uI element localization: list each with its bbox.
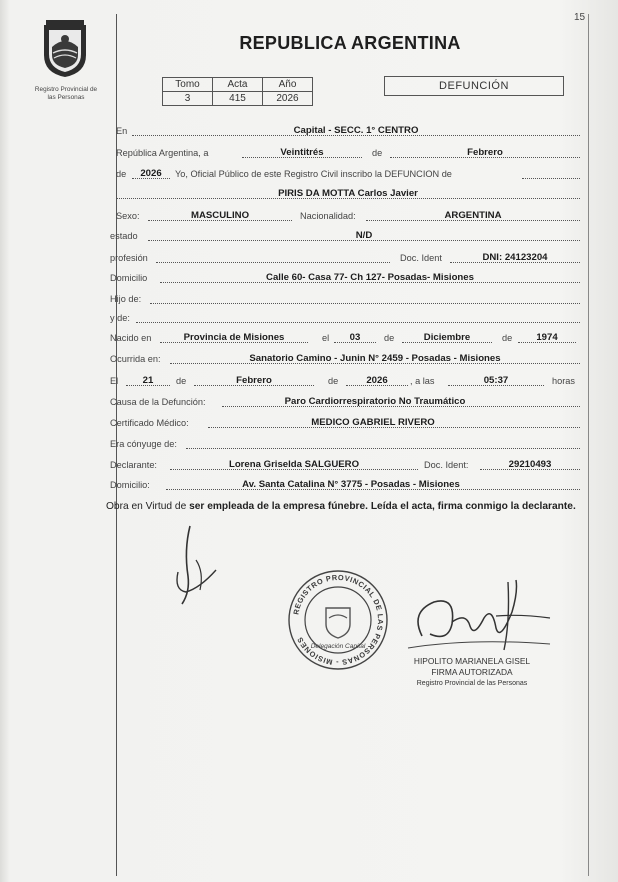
label-profesion: profesión xyxy=(110,253,148,263)
officer-text: Yo, Oficial Público de este Registro Civil inscribo la DEFUNCION de xyxy=(175,169,452,179)
label-domicilio: Domicilio xyxy=(110,273,148,283)
stamp-ring-text: REGISTRO PROVINCIAL DE LAS PERSONAS - MISIONES xyxy=(291,572,386,668)
label-el: el xyxy=(322,333,330,343)
label-sexo: Sexo: xyxy=(116,211,140,221)
signer-block xyxy=(408,656,536,689)
label-doc-ident: Doc. Ident xyxy=(400,253,442,263)
label-nacionalidad: Nacionalidad: xyxy=(300,211,356,221)
label-horas: horas xyxy=(552,376,575,386)
row-en xyxy=(110,124,580,138)
value-doc-ident2: 29210493 xyxy=(508,459,552,470)
header-acta: Acta xyxy=(213,78,263,92)
value-death-month: Febrero xyxy=(236,375,272,386)
value-deceased-name: PIRIS DA MOTTA Carlos Javier xyxy=(278,188,418,199)
value-year: 2026 xyxy=(140,168,162,179)
value-certificado: MEDICO GABRIEL RIVERO xyxy=(311,417,435,428)
signer-org: Registro Provincial de las Personas xyxy=(416,680,528,687)
dots-conyuge xyxy=(186,437,580,449)
row-republica xyxy=(110,146,580,160)
right-margin-line xyxy=(588,14,589,876)
label-domicilio2: Domicilio: xyxy=(110,480,150,490)
value-nacido: Provincia de Misiones xyxy=(183,332,285,343)
value-death-time: 05:37 xyxy=(483,375,509,386)
registry-label xyxy=(18,86,114,102)
row-officer xyxy=(110,167,580,181)
value-birth-year: 1974 xyxy=(536,332,558,343)
label-de2: de xyxy=(116,169,127,179)
registration-value-row xyxy=(163,92,313,106)
header-tomo: Tomo xyxy=(163,78,213,92)
row-domicilio2 xyxy=(110,478,580,492)
dots-yde xyxy=(136,311,580,323)
document-title: REPUBLICA ARGENTINA xyxy=(239,33,461,53)
signer-role: FIRMA AUTORIZADA xyxy=(431,667,513,677)
dots-profesion xyxy=(156,251,390,263)
row-death-date xyxy=(110,374,580,388)
row-declarante xyxy=(110,458,580,472)
value-nacionalidad: ARGENTINA xyxy=(444,210,502,221)
value-death-day: 21 xyxy=(142,375,154,386)
value-declarante: Lorena Griselda SALGUERO xyxy=(228,459,360,470)
act-type-box: DEFUNCIÓN xyxy=(384,76,564,96)
header-ano: Año xyxy=(263,78,313,92)
label-en: En xyxy=(116,126,128,136)
obra-paragraph xyxy=(106,500,586,514)
value-ano: 2026 xyxy=(263,92,313,106)
label-alas: , a las xyxy=(410,376,435,386)
row-ocurrida xyxy=(110,352,580,366)
label-certificado: Certificado Médico: xyxy=(110,418,189,428)
row-profesion xyxy=(110,251,580,265)
registry-round-stamp xyxy=(286,568,390,672)
label-de4: de xyxy=(502,333,513,343)
row-hijo xyxy=(110,292,580,306)
value-domicilio: Calle 60- Casa 77- Ch 127- Posadas- Misiones xyxy=(266,272,474,283)
label-el2: El xyxy=(110,376,119,386)
value-en: Capital - SECC. 1° CENTRO xyxy=(293,125,419,136)
value-month: Febrero xyxy=(467,147,503,158)
label-de5: de xyxy=(176,376,187,386)
value-estado: N/D xyxy=(355,230,373,241)
label-estado: estado xyxy=(110,231,138,241)
registry-label-line1: Registro Provincial de xyxy=(34,86,98,93)
row-sexo xyxy=(110,209,580,223)
row-domicilio xyxy=(110,271,580,285)
label-declarante: Declarante: xyxy=(110,460,157,470)
dots-hijo xyxy=(150,292,580,304)
signer-name: HIPOLITO MARIANELA GISEL xyxy=(413,656,531,666)
registration-table xyxy=(162,77,313,106)
misiones-coat-of-arms-logo xyxy=(38,17,92,79)
row-causa xyxy=(110,395,580,409)
label-hijo: Hijo de: xyxy=(110,294,142,304)
value-birth-day: 03 xyxy=(349,332,361,343)
value-tomo: 3 xyxy=(163,92,213,106)
value-sexo: MASCULINO xyxy=(190,210,250,221)
label-republica: República Argentina, a xyxy=(116,148,209,158)
label-causa: Causa de la Defunción: xyxy=(110,397,206,407)
obra-prefix: Obra en Virtud de xyxy=(106,501,187,512)
stamp-center-text: Delegación Capital xyxy=(310,643,366,650)
row-deceased-name xyxy=(110,187,580,201)
page-number: 15 xyxy=(574,12,586,23)
obra-body: ser empleada de la empresa fúnebre. Leída el acta, firma conmigo la declarante. xyxy=(189,501,576,512)
label-nacido: Nacido en xyxy=(110,333,152,343)
label-conyuge: Era cónyuge de: xyxy=(110,439,177,449)
row-estado xyxy=(110,229,580,243)
label-de6: de xyxy=(328,376,339,386)
row-nacido xyxy=(110,331,580,345)
value-doc-ident: DNI: 24123204 xyxy=(482,252,548,263)
value-death-year: 2026 xyxy=(366,375,388,386)
official-signature xyxy=(400,572,560,662)
row-conyuge xyxy=(110,437,580,451)
registration-header-row xyxy=(163,78,313,92)
registry-label-line2: las Personas xyxy=(47,94,85,101)
value-acta: 415 xyxy=(213,92,263,106)
value-domicilio2: Av. Santa Catalina N° 3775 - Posadas - Misiones xyxy=(242,479,460,490)
declarant-signature xyxy=(160,520,230,610)
value-birth-month: Diciembre xyxy=(423,332,471,343)
dots-officer-end xyxy=(522,167,580,179)
label-de: de xyxy=(372,148,383,158)
row-certificado xyxy=(110,416,580,430)
label-yde: y de: xyxy=(110,313,130,323)
row-yde xyxy=(110,311,580,325)
value-ocurrida: Sanatorio Camino - Junin N° 2459 - Posadas - Misiones xyxy=(249,353,501,364)
value-day: Veintitrés xyxy=(280,147,324,158)
label-de3: de xyxy=(384,333,395,343)
label-ocurrida: Ocurrida en: xyxy=(110,354,161,364)
value-causa: Paro Cardiorrespiratorio No Traumático xyxy=(284,396,466,407)
label-doc-ident2: Doc. Ident: xyxy=(424,460,469,470)
